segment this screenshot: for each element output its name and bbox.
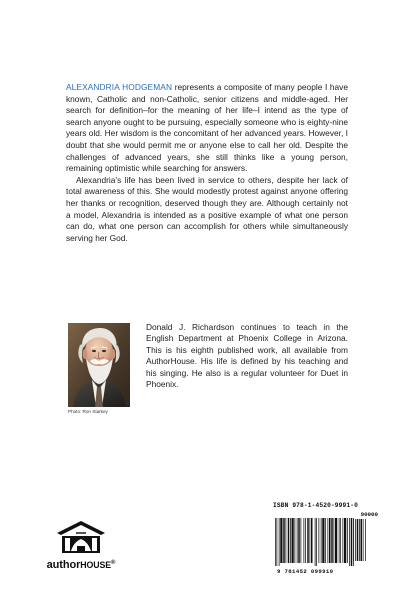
- barcode-bar: [339, 518, 340, 563]
- barcode-bar: [275, 518, 276, 566]
- barcode-bar: [347, 518, 348, 563]
- isbn-barcode-block: [273, 502, 378, 579]
- barcode-bar: [319, 518, 320, 563]
- barcode-bar: [279, 518, 280, 566]
- price-barcode-bar: [353, 519, 354, 561]
- barcode-bar: [315, 518, 316, 566]
- barcode-bar: [295, 518, 296, 563]
- publisher-name-suffix: HOUSE: [80, 560, 112, 570]
- isbn-label: ISBN 978-1-4520-9991-0: [273, 502, 358, 509]
- barcode-bar: [316, 518, 317, 566]
- barcode-bar: [328, 518, 329, 563]
- barcode-bar: [292, 518, 294, 563]
- price-barcode-bar: [361, 519, 363, 561]
- barcode-bars: [273, 511, 378, 569]
- barcode-bar: [286, 518, 287, 563]
- barcode-bar: [349, 518, 350, 566]
- barcode-bar: [329, 518, 331, 563]
- publisher-name-main: author: [46, 559, 81, 571]
- description-paragraph-2: Alexandria’s life has been lived in service to others, despite her lack of total awareness of this. She would modestly protest against anyone offering her thanks or recognition, deserved though they are. Although certainly not a model, Alexandria is intended as a positive example of what one person can do, what one person can accomplish for others while simultaneously serving her God.: [66, 174, 348, 243]
- price-barcode-bar: [357, 519, 359, 561]
- price-code: 90000: [360, 511, 378, 518]
- barcode-bar: [340, 518, 341, 563]
- barcode-bar: [331, 518, 333, 563]
- registered-mark: ®: [111, 560, 116, 566]
- barcode-bar: [301, 518, 302, 563]
- publisher-name: [44, 559, 118, 571]
- price-barcode-bar: [359, 519, 360, 561]
- author-photo: [68, 323, 130, 407]
- barcode-bar: [335, 518, 337, 563]
- description-intro: represents a composite of many people I have known, Catholic and non-Catholic, senior citizens and middle-aged. Her search for definition–for the meaning of her life–I intend as the type of search anyone ought to be pursuing, especially someone who is eighty-nine years old. Her wisdom is the concomitant of her advanced years. However, I doubt that she would permit me or anyone else to call her old. Despite the challenges of advanced years, she still thinks like a young person, remaining optimistic while searching for answers.: [66, 82, 348, 174]
- price-barcode-bar: [355, 519, 356, 561]
- description-paragraph-1: [66, 82, 348, 175]
- barcode-bar: [280, 518, 282, 563]
- publisher-logo: [44, 519, 118, 576]
- barcode-bar: [322, 518, 324, 563]
- barcode-bar: [351, 518, 353, 566]
- barcode-bar: [297, 518, 298, 563]
- barcode-bar: [305, 518, 306, 563]
- price-barcode-bar: [363, 519, 364, 561]
- barcode-bar: [310, 518, 311, 563]
- character-name: ALEXANDRIA HODGEMAN: [66, 82, 173, 92]
- barcode-bar: [277, 518, 278, 566]
- barcode-number: 9 781452 099910: [277, 568, 334, 575]
- barcode-bar: [344, 518, 346, 563]
- barcode-bar: [288, 518, 290, 563]
- barcode-bar: [290, 518, 291, 563]
- photo-credit: Photo: Ron Starkey: [68, 409, 108, 414]
- barcode-bar: [307, 518, 309, 563]
- barcode-bar: [325, 518, 326, 563]
- author-bio: Donald J. Richardson continues to teach in the English Department at Phoenix College in Arizona. This is his eighth published work, all available from AuthorHouse. His life is defined by his teaching and his singing. He also is a regular volunteer for Duet in Phoenix.: [146, 322, 348, 390]
- author-portrait-image: [68, 323, 130, 407]
- barcode-bar: [283, 518, 285, 563]
- barcode-bar: [334, 518, 335, 563]
- barcode-bar: [343, 518, 344, 563]
- price-barcode-bar: [365, 519, 366, 561]
- barcode-bar: [298, 518, 300, 563]
- barcode: [273, 511, 378, 575]
- barcode-bar: [304, 518, 305, 563]
- book-description: [66, 82, 348, 244]
- barcode-bar: [311, 518, 313, 563]
- barcode-bar: [321, 518, 322, 563]
- book-house-icon: [55, 519, 107, 556]
